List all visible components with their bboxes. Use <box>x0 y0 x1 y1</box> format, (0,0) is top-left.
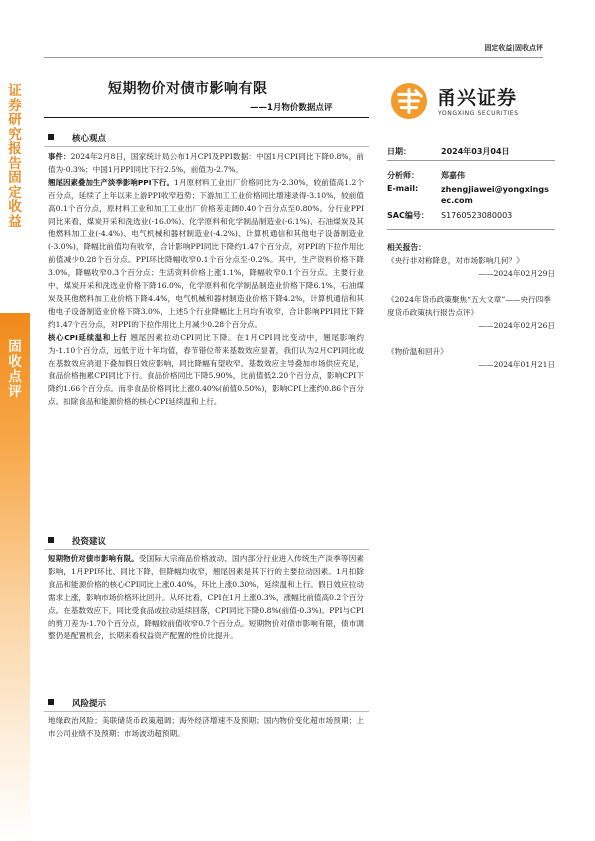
company-logo <box>385 74 555 124</box>
square-bullet-icon <box>48 134 54 140</box>
section-heading-investment: 投资建议 <box>48 535 106 547</box>
section-divider <box>44 146 369 147</box>
logo-name-en: YONGXING SECURITIES <box>438 110 519 117</box>
sac-row: SAC编号： S1760523080003 <box>387 211 513 220</box>
left-sidebar-strip <box>0 0 30 841</box>
analyst-row: 分析师： 郑嘉伟 <box>387 171 465 180</box>
paragraph-event: 事件：2024年2月8日，国家统计局公布1月CPI及PPI数据：中国1月CPI同比下降0.8%，前值为-0.3%；中国1月PPI同比下行2.5%，前值为-2.7%。 <box>48 152 364 174</box>
report-type-label: 证券研究报告 固定收益 <box>8 83 22 230</box>
logo-mark-icon <box>390 82 428 120</box>
meta-divider <box>387 229 555 230</box>
related-report-item[interactable]: 《物价温和回升》 ——2024年01月21日 <box>387 347 555 369</box>
paragraph-investment: 短期物价对债市影响有限。受国际大宗商品价格波动、国内部分行业进入传统生产淡季等因素影响，1月PPI环比、同比下降，但降幅均收窄，翘尾因素是其下行的主要拉动因素。1月扣除食品和能源价格的核心CPI同比上涨0.40%，环比上涨0.30%，延续温和上行。假日效应拉动需求上涨，影响市场价格环比回升。从环比看，CPI在1月上涨0.3%，涨幅比前值高0.2个百分点。在基数效应下，同比受食品或拉动延续回落，CPI同比下降0.8%(前值-0.3%)。PPI与CPI的剪刀差为-1.70个百分点，降幅较前值收窄0.7个百分点。短期物价对债市影响有限，债市调整仍是配置机会，长期来看权益资产配置的性价比提升。 <box>48 554 364 641</box>
report-date: 日期： 2024年03月04日 <box>387 147 510 156</box>
section-divider <box>44 711 369 712</box>
related-report-item[interactable]: 《2024年货币政策聚焦“五大文章”——央行四季度货币政策执行报告点评》 ——2024年02月26日 <box>387 295 555 330</box>
square-bullet-icon <box>48 537 54 543</box>
investment-body <box>48 553 364 643</box>
square-bullet-icon <box>48 699 54 705</box>
report-title: 短期物价对债市影响有限 <box>108 81 268 97</box>
meta-divider <box>387 160 555 161</box>
related-reports-heading: 相关报告： <box>387 243 426 252</box>
report-subtitle: ——1月物价数据点评 <box>250 103 333 113</box>
related-report-item[interactable]: 《央行非对称降息，对市场影响几何？》 ——2024年02月29日 <box>387 256 555 278</box>
email-link[interactable]: zhengjiawei@yongxingsec.com <box>441 185 549 205</box>
risk-body: 地缘政治风险；美联储货币政策超调；海外经济增速不及预期；国内物价变化超市场预期；上市公司业绩不及预期；市场波动超预期。 <box>48 716 364 738</box>
email-row: E-mail: zhengjiawei@yongxingsec.com <box>387 184 549 205</box>
logo-name-cn: 甬兴证券 <box>437 87 518 109</box>
title-divider <box>44 117 369 118</box>
section-heading-core-view: 核心观点 <box>48 132 106 144</box>
core-view-body <box>48 151 364 409</box>
section-divider <box>44 549 369 550</box>
section-heading-risk: 风险提示 <box>48 697 106 709</box>
paragraph-cpi: 核心CPI延续温和上行 翘尾因素拉动CPI同比下降。在1月CPI同比变动中，翘尾影响约为-1.10个百分点，远低于近十年均值，春节错位带来基数效应显著，我们认为2月CPI同比或在基数效应消退下叠加假日效应影响，同比降幅有望收窄。基数效应主导叠加市场供应充足，食品价格拖累CPI同比下行。食品价格同比下降5.90%，比前值低2.20个百分点，影响CPI下降约1.66个百分点。而非食品价格同比上涨0.40%(前值0.50%)，影响CPI上涨约0.86个百分点。扣除食品和能源价格的核心CPI延续温和上行。 <box>48 332 364 407</box>
header-divider <box>44 57 543 58</box>
report-category: 固定收益|固收点评 <box>484 44 543 52</box>
paragraph-ppi: 翘尾因素叠加生产淡季影响PPI下行。1月原材料工业出厂价格同比为-2.30%，较前值高1.2个百分点，延续了上年以来上游PPI收窄趋势；下游加工工业价格同比增速录得-3.10%，较前值高0.1个百分点，原材料工业和加工工业出厂价格差走阔0.40个百分点至0.80%。分行业PPI同比来看，煤炭开采和洗选业(-16.0%)、化学原料和化学制品制造业(-6.1%)、石油煤炭及其他燃料加工业(-4.4%)、电气机械和器材制造业(-4.2%)、计算机通信和其他电子设备制造业(-3.0%)，降幅比前值均有收窄，合计影响PPI同比下降约1.47个百分点，对PPI的下拉作用比前值减少0.28个百分点。PPI环比降幅收窄0.1个百分点至-0.2%。其中，生产资料价格下降3.0%，降幅收窄0.3个百分点；生活资料价格上涨1.1%，降幅收窄0.1个百分点。主要行业中，煤炭开采和洗选业价格下降16.0%，化学原料和化学制品制造业价格下降6.1%，石油煤炭及其他燃料加工业价格下降4.4%，电气机械和器材制造业价格下降4.2%，计算机通信和其他电子设备制造业价格下降3.0%，上述5个行业降幅比上月均有收窄，合计影响PPI同比下降约1.47个百分点，对PPI的下拉作用比上月减少0.28个百分点。 <box>48 177 364 329</box>
report-section-label: 固收点评 <box>8 339 22 400</box>
